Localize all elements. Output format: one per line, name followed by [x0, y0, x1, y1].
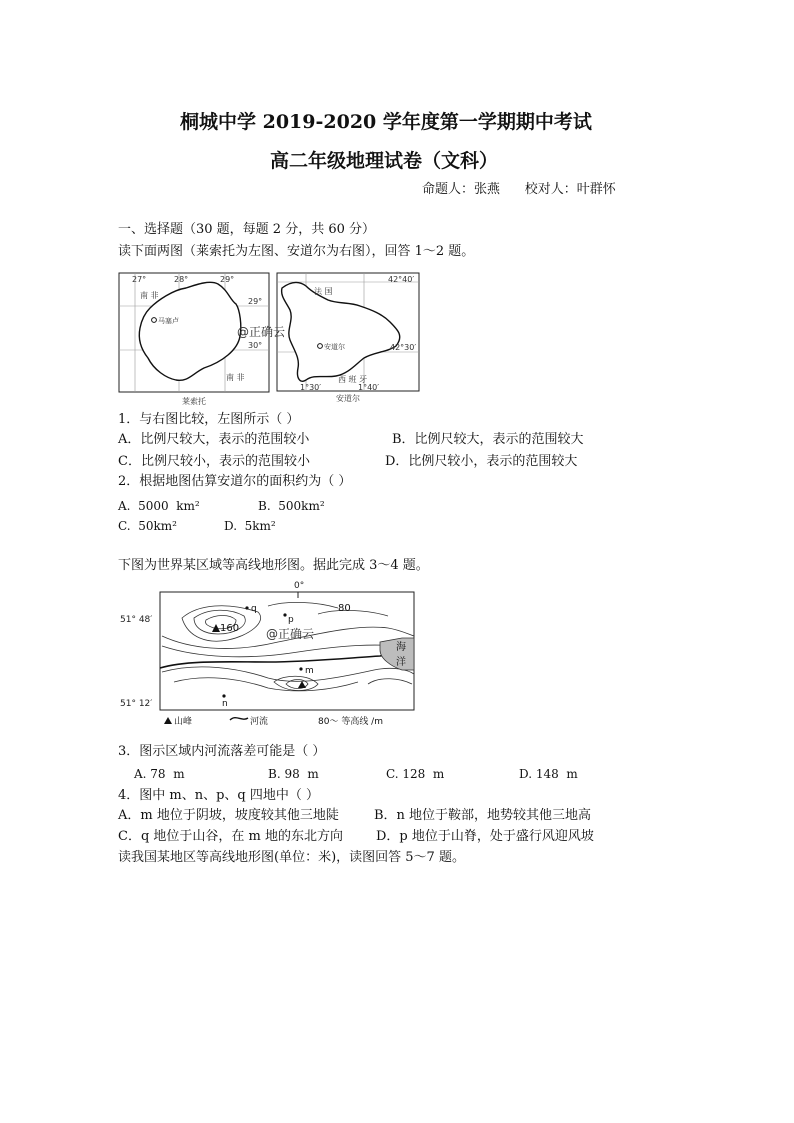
point-label: p	[288, 615, 294, 625]
map-caption: 莱索托	[182, 397, 206, 406]
legend-contour: 80～ 等高线 /m	[318, 717, 383, 727]
contour-map	[118, 578, 420, 730]
country-label: 法 国	[314, 287, 333, 296]
page-subtitle: 高二年级地理试卷（文科）	[270, 150, 499, 172]
question-stem: 1．与右图比较，左图所示（ ）	[118, 412, 300, 427]
section-intro: 下图为世界某区域等高线地形图。据此完成 3～4 题。	[118, 558, 429, 573]
option-b: B．比例尺较大，表示的范围较大	[392, 432, 584, 447]
question-stem: 2．根据地图估算安道尔的面积约为（ ）	[118, 474, 352, 489]
option-d: D. 148 m	[519, 767, 578, 781]
option-d: D. 5km²	[224, 519, 276, 533]
option-b: B．n 地位于鞍部，地势较其他三地高	[374, 808, 592, 823]
map-caption: 安道尔	[336, 394, 360, 403]
legend-peak: 山峰	[174, 717, 193, 727]
lon-label: 1°40′	[358, 383, 380, 392]
lesotho-map	[118, 270, 272, 410]
city-label: 马塞卢	[158, 317, 179, 325]
lat-label: 42°30′	[390, 343, 417, 352]
option-d: D．比例尺较小，表示的范围较大	[385, 454, 578, 469]
option-a: A．比例尺较大，表示的范围较小	[118, 432, 310, 447]
option-b: B. 500km²	[258, 499, 325, 513]
country-label: 南 非	[140, 291, 159, 300]
lat-label: 30°	[248, 341, 263, 350]
section-intro: 读我国某地区等高线地形图(单位：米)，读图回答 5～7 题。	[118, 850, 465, 865]
city-label: 安道尔	[324, 343, 345, 351]
lon-label: 1°30′	[300, 383, 322, 392]
lon-label: 27°	[132, 275, 147, 284]
lat-label: 51° 12′	[120, 699, 153, 709]
section-intro: 读下面两图（莱索托为左图、安道尔为右图），回答 1～2 题。	[118, 244, 475, 259]
option-a: A. 78 m	[134, 767, 185, 781]
legend-river: 河流	[250, 717, 269, 727]
option-a: A．m 地位于阴坡，坡度较其他三地陡	[118, 808, 339, 823]
option-c: C．q 地位于山谷，在 m 地的东北方向	[118, 829, 343, 844]
point-label: m	[305, 666, 314, 676]
lon-label: 29°	[220, 275, 235, 284]
country-label: 南 非	[226, 373, 245, 382]
option-c: C．比例尺较小，表示的范围较小	[118, 454, 310, 469]
section-heading: 一、选择题（30 题，每题 2 分，共 60 分）	[118, 222, 376, 237]
andorra-map	[276, 270, 424, 404]
page-title: 桐城中学 2019-2020 学年度第一学期期中考试	[180, 111, 592, 133]
option-c: C. 128 m	[386, 767, 445, 781]
question-stem: 3．图示区域内河流落差可能是（ ）	[118, 744, 326, 759]
contour-value: 80	[338, 603, 351, 614]
lat-label: 29°	[248, 297, 263, 306]
lon-label: 0°	[294, 581, 305, 591]
country-label: 西 班 牙	[338, 375, 368, 384]
point-label: n	[222, 699, 228, 709]
question-stem: 4．图中 m、n、p、q 四地中（ ）	[118, 788, 320, 803]
option-b: B. 98 m	[268, 767, 319, 781]
watermark: @正确云	[237, 325, 286, 339]
sea-label: 海	[396, 642, 406, 653]
author-line: 命题人：张燕 校对人：叶群怀	[422, 182, 616, 197]
sea-label: 洋	[396, 657, 406, 668]
watermark: @正确云	[266, 627, 315, 641]
lat-label: 42°40′	[388, 275, 415, 284]
option-a: A. 5000 km²	[118, 499, 200, 513]
lat-label: 51° 48′	[120, 615, 153, 625]
lon-label: 28°	[174, 275, 189, 284]
option-d: D．p 地位于山脊，处于盛行风迎风坡	[376, 829, 594, 844]
peak-value: 160	[220, 623, 240, 634]
point-label: q	[251, 604, 257, 614]
option-c: C. 50km²	[118, 519, 177, 533]
